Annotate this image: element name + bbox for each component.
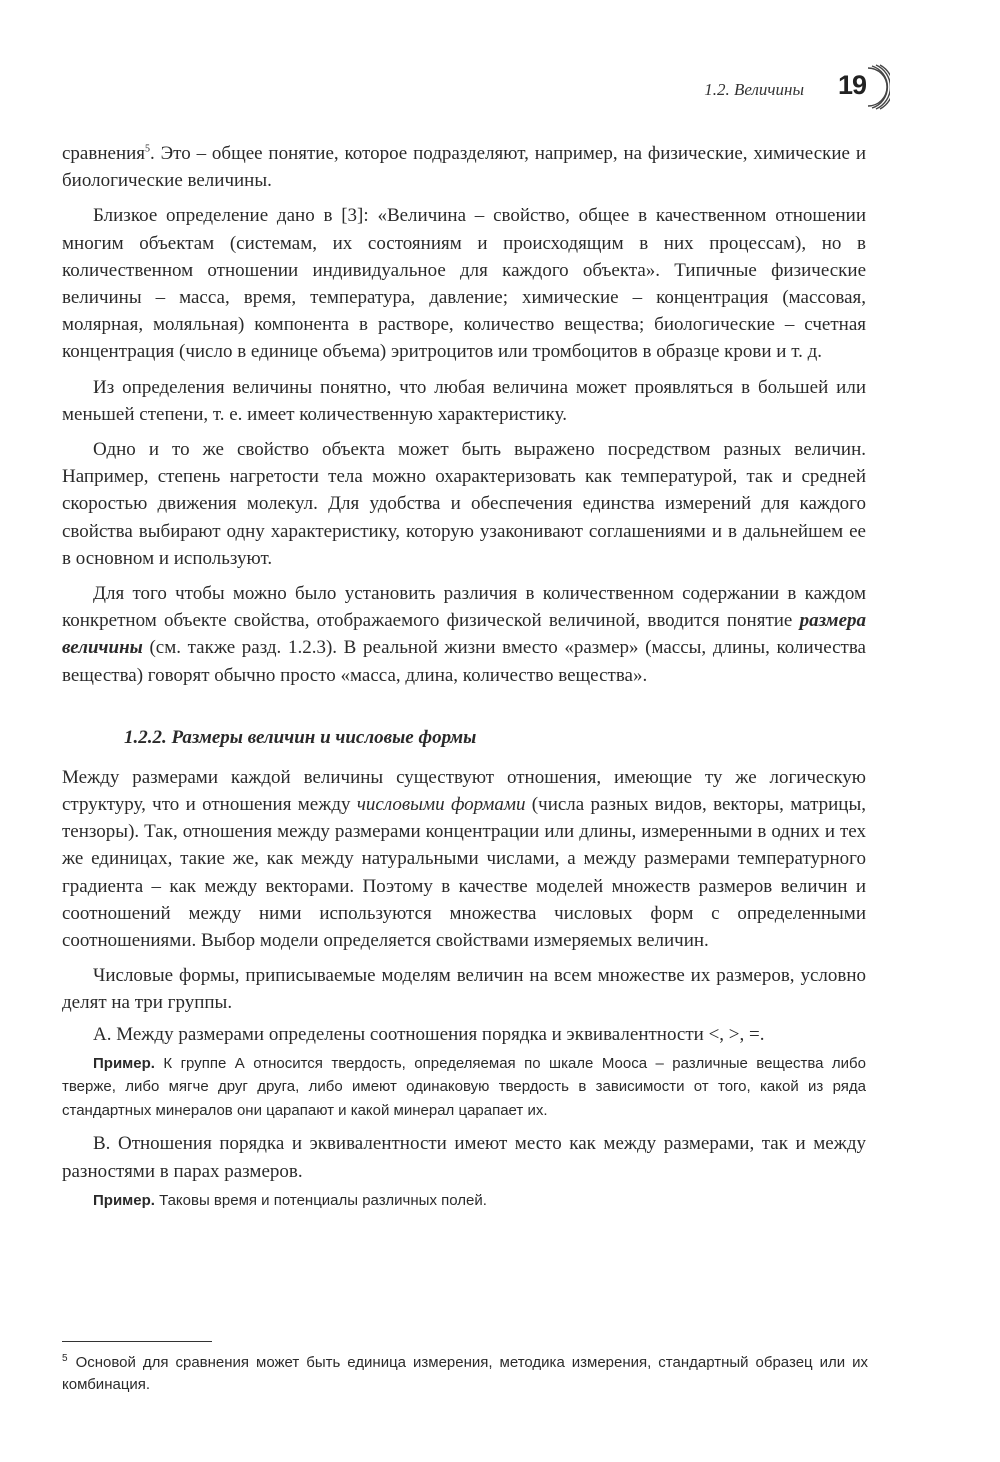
section-paragraph-1-start: Между размерами каждой величины существуют отношения, имеющие ту же логическую структуру, что и отношения между	[62, 766, 866, 816]
example-1-label: Пример.	[93, 1054, 155, 1072]
footnote-ref[interactable]: 5	[145, 143, 151, 155]
footnote-text: Основой для сравнения может быть единица измерения, методика измерения, стандартный образец или их комбинация.	[62, 1354, 868, 1393]
term-size-of-quantity: размера величины	[62, 610, 866, 659]
section-paragraph-1	[62, 764, 866, 954]
example-2-label: Пример.	[93, 1191, 155, 1209]
running-title: 1.2. Величины	[704, 80, 804, 99]
body-text	[62, 140, 866, 1220]
paragraph-4: Одно и то же свойство объекта может быть выражено посредством разных величин. Например, степень нагретости тела можно охарактеризовать как температурой, так и средней скоростью движения молекул. Для удобства и обеспечения единства измерений для каждого свойства выбирают одну характеристику, которую узаконивают соглашениями и в дальнейшем ее в основном и используют.	[62, 439, 866, 569]
term-numeric-forms: числовыми формами	[356, 794, 526, 816]
group-b-paragraph: В. Отношения порядка и эквивалентности имеют место как между размерами, так и между разностями в парах размеров.	[62, 1133, 866, 1182]
paragraph-2: Близкое определение дано в [3]: «Величина – свойство, общее в качественном отношении многим объектам (системам, их состояниям и происходящим в них процессам), но в количественном отношении индивидуальное для каждого объекта». Типичные физические величины – масса, время, температура, давление; химические – концентрация (массовая, молярная, моляльная) компонента в растворе, количество вещества; биологические – счетная концентрация (число в единице объема) эритроцитов или тромбоцитов в образце крови и т. д.	[62, 205, 866, 363]
example-1-text: К группе А относится твердость, определяемая по шкале Мооса – различные вещества либо тверже, либо мягче друг друга, либо имеют одинаковую твердость в зависимости от того, какой из ряда стандартных минералов они царапают и какой минерал царапает их.	[62, 1054, 866, 1119]
example-1	[62, 1052, 866, 1123]
footnote	[62, 1352, 868, 1396]
group-a-paragraph: А. Между размерами определены соотношения порядка и эквивалентности <, >, =.	[93, 1023, 765, 1045]
page-number-badge	[834, 62, 890, 112]
running-head	[704, 62, 890, 112]
paragraph-5	[62, 580, 866, 689]
section-heading: 1.2.2. Размеры величин и числовые формы	[124, 726, 477, 748]
example-2	[62, 1189, 866, 1213]
paragraph-5-end: (см. также разд. 1.2.3). В реальной жизни вместо «размер» (массы, длины, количества вещества) говорят обычно просто «масса, длина, количество вещества».	[62, 637, 866, 686]
paragraph-5-start: Для того чтобы можно было установить различия в количественном содержании в каждом конкретном объекте свойства, отображаемого физической величиной, вводится понятие	[62, 583, 866, 632]
paragraph-1	[62, 140, 866, 194]
section-paragraph-2: Числовые формы, приписываемые моделям величин на всем множестве их размеров, условно делят на три группы.	[62, 965, 866, 1014]
section-paragraph-1-end: (числа разных видов, векторы, матрицы, тензоры). Так, отношения между размерами концентрации или длины, измеренными в одних и тех же единицах, такие же, как между натуральными числами, а между размерами температурного градиента – как между векторами. Поэтому в качестве моделей множеств размеров величин и соотношений между ними используются множества числовых форм с определенными соотношениями. Выбор модели определяется свойствами измеряемых величин.	[62, 794, 866, 952]
footnote-divider	[62, 1341, 212, 1342]
page-number: 19	[838, 70, 867, 100]
footnote-mark: 5	[62, 1353, 68, 1364]
paragraph-3: Из определения величины понятно, что любая величина может проявляться в большей или меньшей степени, т. е. имеет количественную характеристику.	[62, 376, 866, 425]
paragraph-1-rest: . Это – общее понятие, которое подразделяют, например, на физические, химические и биологические величины.	[62, 143, 866, 192]
example-2-text: Таковы время и потенциалы различных полей.	[154, 1191, 487, 1209]
paragraph-1-start: сравнения	[62, 143, 146, 164]
